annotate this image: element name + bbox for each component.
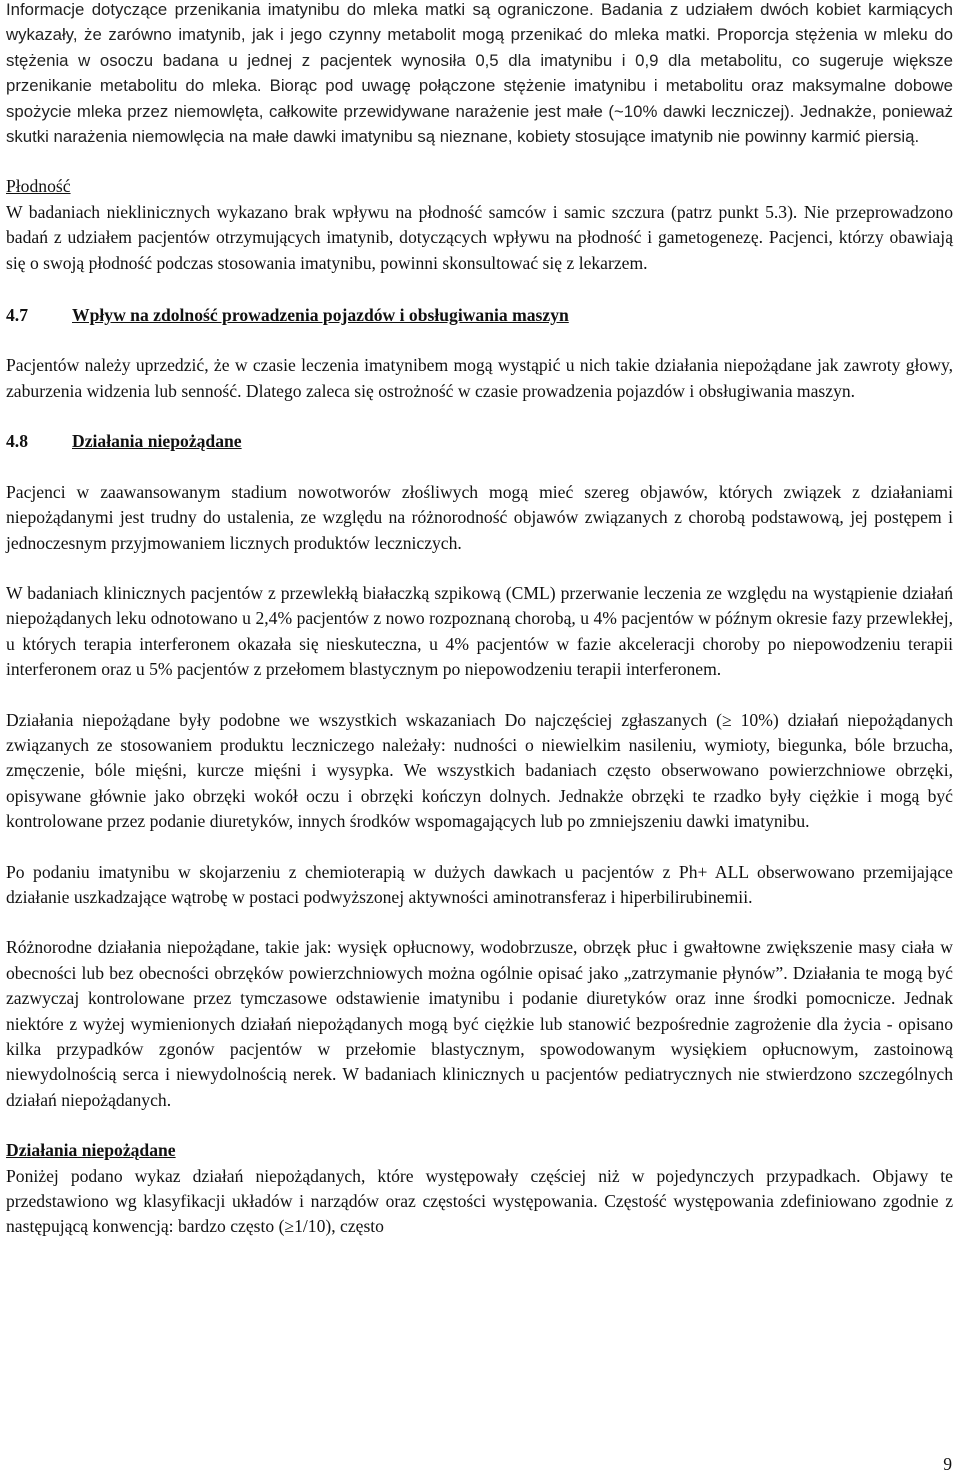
adverse-paragraph-1: Pacjenci w zaawansowanym stadium nowotworów złośliwych mogą mieć szereg objawów, których związek z działaniami niepożądanymi jest trudny do ustalenia, ze względu na różnorodność objawów związanych z chorobą podstawową, jej postępem i jednoczesnym przyjmowaniem licznych produktów leczniczych. [6,481,953,553]
adverse-paragraph-6: Poniżej podano wykaz działań niepożądanych, które występowały częściej niż w pojedynczych przypadkach. Objawy te przedstawiono wg klasyfikacji układów i narządów oraz częstości występowania. Częstość występowania zdefiniowano zgodnie z następującą konwencją: bardzo często (≥1/10), często [6,1165,953,1237]
section-4-8-number: 4.8 [6,431,28,452]
section-4-8-title: Działania niepożądane [72,431,242,452]
lactation-paragraph: Informacje dotyczące przenikania imatynibu do mleka matki są ograniczone. Badania z udziałem dwóch kobiet karmiących wykazały, że zarówno imatynib, jak i jego czynny metabolit mogą przenikać do mleka matki. Proporcja stężenia w mleku do stężenia w osoczu badana u jednej z pacjentek wynosiła 0,5 dla imatynibu i 0,9 dla metabolitu, co sugeruje większe przenikanie metabolitu do mleka. Biorąc pod uwagę połączone stężenie imatynibu i metabolitu oraz maksymalne dobowe spożycie mleka przez niemowlęta, całkowite przewidywane narażenie jest małe (~10% dawki leczniczej). Jednakże, ponieważ skutki narażenia niemowlęcia na małe dawki imatynibu są nieznane, kobiety stosujące imatynib nie powinny karmić piersią. [6,0,953,147]
section-4-7-title: Wpływ na zdolność prowadzenia pojazdów i obsługiwania maszyn [72,305,569,326]
section-4-7-heading [6,303,953,328]
fertility-paragraph: W badaniach nieklinicznych wykazano brak wpływu na płodność samców i samic szczura (patrz punkt 5.3). Nie przeprowadzono badań z udziałem pacjentów otrzymujących imatynib, dotyczących wpływu na płodność i gametogenezę. Pacjenci, którzy obawiają się o swoją płodność podczas stosowania imatynibu, powinni skonsultować się z lekarzem. [6,201,953,273]
section-4-8-heading [6,429,953,454]
adverse-paragraph-2: W badaniach klinicznych pacjentów z przewlekłą białaczką szpikową (CML) przerwanie leczenia ze względu na wystąpienie działań niepożądanych leku odnotowano u 2,4% pacjentów z nowo rozpoznaną chorobą, u 4% pacjentów w późnym okresie fazy przewlekłej, u których terapia interferonem okazała się nieskuteczna, u 4% pacjentów w fazie akceleracji choroby po niepowodzeniu terapii interferonem oraz u 5% pacjentów z przełomem blastycznym po niepowodzeniu terapii interferonem. [6,582,953,680]
page-number: 9 [943,1454,952,1474]
driving-paragraph: Pacjentów należy uprzedzić, że w czasie leczenia imatynibem mogą wystąpić u nich takie działania niepożądane jak zawroty głowy, zaburzenia widzenia lub senność. Dlatego zaleca się ostrożność w czasie prowadzenia pojazdów i obsługiwania maszyn. [6,355,953,401]
adverse-paragraph-3: Działania niepożądane były podobne we wszystkich wskazaniach Do najczęściej zgłaszanych (≥ 10%) działań niepożądanych związanych ze stosowaniem produktu leczniczego należały: nudności o niewielkim nasileniu, wymioty, biegunka, bóle brzucha, zmęczenie, bóle mięśni, kurcze mięśni i wysypka. We wszystkich badaniach często obserwowano powierzchniowe obrzęki, opisywane głównie jako obrzęki wokół oczu i obrzęki kończyn dolnych. Jednakże obrzęki te rzadko były ciężkie i mogą być kontrolowane przez podanie diuretyków, innych środków wspomagających lub po zmniejszeniu dawki imatynibu. [6,709,953,832]
adverse-paragraph-4: Po podaniu imatynibu w skojarzeniu z chemioterapią w dużych dawkach u pacjentów z Ph+ ALL obserwowano przemijające działanie uszkadzające wątrobę w postaci podwyższonej aktywności aminotransferaz i hiperbilirubinemii. [6,861,953,907]
fertility-heading: Płodność [6,176,71,197]
adverse-paragraph-5: Różnorodne działania niepożądane, takie jak: wysięk opłucnowy, wodobrzusze, obrzęk płuc i gwałtowne zwiększenie masy ciała w obecności lub bez obecności obrzęków powierzchniowych można ogólnie opisać jako „zatrzymanie płynów”. Działania te mogą być zazwyczaj kontrolowane przez tymczasowe odstawienie imatynibu i podanie diuretyków oraz inne środki pomocnicze. Jednak niektóre z wyżej wymienionych działań niepożądanych mogą być ciężkie lub stanowić bezpośrednie zagrożenie dla życia - opisano kilka przypadków zgonów pacjentów w przełomie blastycznym, spowodowanym wysiękiem opłucnowym, zastoinową niewydolnością serca i niewydolnością nerek. W badaniach klinicznych u pacjentów pediatrycznych nie stwierdzono szczególnych działań niepożądanych. [6,937,953,1110]
section-4-7-number: 4.7 [6,305,28,326]
document-page [6,0,953,1240]
adverse-subheading: Działania niepożądane [6,1140,176,1161]
